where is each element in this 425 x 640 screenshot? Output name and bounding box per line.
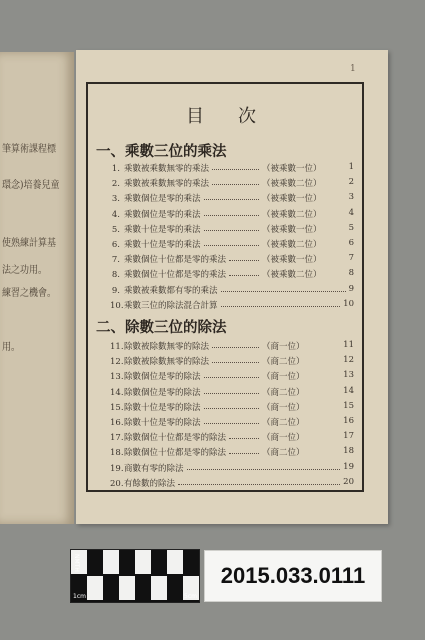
scale-label-left: 1cm [73,593,86,600]
toc-entry-note: （被乘數一位） [262,164,322,174]
scale-cell [119,550,135,574]
toc-entry [110,268,354,282]
toc-entry [110,462,354,476]
toc-entry-title: 除數被除數無零的除法 [124,357,210,368]
scale-vertical-label: NMTH [73,554,80,572]
toc-leader-dots [229,438,259,439]
color-scale-bar [70,549,200,603]
toc-entry-page: 10 [343,298,354,309]
toc-entry-number: 4. [111,209,120,220]
toc-entry [110,284,354,298]
toc-leader-dots [212,169,259,170]
toc-entry-page: 13 [343,370,354,381]
scale-cell [103,550,119,574]
toc-entry [110,177,354,191]
toc-leader-dots [204,245,259,246]
catalog-number-label [204,550,382,602]
toc-entry [110,370,354,384]
toc-entry-number: 3. [111,194,120,205]
catalog-number: 2015.033.0111 [220,563,366,588]
scale-cell [183,550,199,574]
toc-entry-page: 8 [348,268,354,279]
toc-entry [110,477,354,491]
toc-entry-title: 乘數十位是零的乘法 [124,240,201,250]
toc-entry-number: 6. [111,240,120,250]
toc-entry-title: 乘數三位的除法混合計算 [124,300,218,311]
scale-label-right: 5cm [184,593,197,600]
toc-entry-page: 20 [343,476,354,487]
toc-entry-page: 9 [348,283,354,294]
toc-leader-dots [229,260,259,261]
toc-entry [110,162,354,176]
toc-entry-number: 1. [111,164,120,174]
toc-entry-title: 除數個位是零的除法 [124,372,201,383]
toc-entry-page: 5 [348,222,354,233]
left-page-fragment: 練習之機會。 [2,288,56,299]
toc-entry-page: 1 [348,162,354,172]
toc-entry-number: 7. [111,255,120,266]
toc-leader-dots [204,199,259,200]
toc-entry-page: 7 [348,253,354,264]
toc-entry-note: （被乘數一位） [262,255,322,266]
section-heading-multiplication: 一、乘數三位的乘法 [96,143,227,160]
toc-entry-number: 12. [110,357,124,368]
toc-leader-dots [178,484,340,485]
toc-entry-page: 17 [343,431,354,442]
toc-leader-dots [204,377,259,378]
toc-leader-dots [229,453,259,454]
page-number: 1 [350,64,356,74]
toc-entry [110,446,354,460]
scale-cell [135,576,151,600]
toc-entry [110,208,354,222]
toc-entry-title: 商數有零的除法 [124,463,184,474]
toc-leader-dots [204,408,259,409]
toc-entry [110,431,354,445]
toc-entry-note: （商一位） [262,433,305,444]
toc-entry [110,223,354,237]
toc-entry-number: 17. [110,433,124,444]
toc-entry-title: 乘數被乘數無零的乘法 [124,164,210,174]
toc-entry [110,386,354,400]
toc-entry-title: 乘數個位是零的乘法 [124,194,201,205]
toc-entry-number: 2. [111,179,120,190]
left-page-fragment: 環念)培養兒童 [2,180,60,191]
toc-entry-number: 16. [110,418,124,428]
toc-entry-note: （被乘數一位） [262,224,322,235]
toc-entry-note: （商一位） [262,402,305,413]
toc-entry-number: 8. [111,270,120,281]
scale-cell [151,576,167,600]
toc-entry [110,340,354,354]
scale-cell [87,550,103,574]
table-of-contents [86,82,364,492]
toc-leader-dots [229,275,259,276]
left-page-fragment: 用。 [2,342,20,353]
toc-entry-page: 11 [343,340,354,350]
toc-leader-dots [204,230,259,231]
scale-cell [103,576,119,600]
toc-entry-title: 除數十位是零的除法 [124,418,201,428]
toc-entry [110,299,354,313]
toc-entry-title: 除數十位是零的除法 [124,402,201,413]
toc-entry-title: 乘數被乘數無零的乘法 [124,179,210,190]
scale-cell [119,576,135,600]
toc-entry-title: 有餘數的除法 [124,478,176,489]
toc-leader-dots [221,291,346,292]
toc-entry-note: （被乘數二位） [262,240,322,250]
toc-entry [110,238,354,252]
toc-leader-dots [204,215,259,216]
toc-entry-note: （被乘數二位） [262,270,322,281]
toc-entry-title: 除數個位十位都是零的除法 [124,448,227,459]
toc-entry-page: 4 [348,207,354,218]
toc-leader-dots [204,423,259,424]
toc-leader-dots [187,469,340,470]
toc-title: 目 次 [186,106,264,127]
toc-entry [110,253,354,267]
toc-leader-dots [212,347,259,348]
scale-cell [167,550,183,574]
toc-entry-number: 13. [110,372,124,383]
toc-entry-title: 除數被除數無零的除法 [124,342,210,352]
toc-entry-page: 19 [343,461,354,472]
toc-entry-note: （被乘數二位） [262,179,322,190]
toc-entry-page: 2 [348,177,354,188]
toc-entry-number: 11. [110,342,124,352]
toc-entry [110,416,354,430]
toc-entry-number: 10. [110,300,124,311]
scale-cell [151,550,167,574]
toc-entry-note: （商二位） [262,387,305,398]
toc-entry-page: 15 [343,400,354,411]
toc-entry-title: 除數個位是零的除法 [124,387,201,398]
section-heading-division: 二、除數三位的除法 [96,319,227,336]
toc-entry-number: 14. [110,387,124,398]
toc-entry-note: （商二位） [262,357,305,368]
toc-entry-title: 乘數被乘數都有零的乘法 [124,285,218,296]
toc-entry-title: 乘數個位十位都是零的乘法 [124,270,227,281]
left-page-fragment: 使熟練計算基 [2,238,56,249]
scale-cell [135,550,151,574]
toc-entry-page: 18 [343,446,354,457]
toc-leader-dots [212,184,259,185]
toc-leader-dots [221,306,340,307]
toc-leader-dots [212,362,259,363]
toc-entry-number: 19. [110,463,124,474]
toc-entry [110,355,354,369]
toc-entry-note: （被乘數一位） [262,194,322,205]
left-page [0,52,74,524]
scale-cell [167,576,183,600]
toc-entry-page: 6 [348,238,354,248]
toc-entry-note: （商一位） [262,372,305,383]
toc-leader-dots [204,393,259,394]
toc-entry-number: 15. [110,402,124,413]
toc-entry-note: （商二位） [262,448,305,459]
toc-entry-note: （商二位） [262,418,305,428]
toc-entry-page: 16 [343,416,354,426]
toc-entry-note: （被乘數二位） [262,209,322,220]
left-page-fragment: 筆算術課程標 [2,144,56,155]
toc-entry-note: （商一位） [262,342,305,352]
toc-entry-title: 乘數個位是零的乘法 [124,209,201,220]
scale-cell [87,576,103,600]
toc-entry-number: 9. [111,285,120,296]
toc-entry-page: 3 [348,192,354,203]
toc-entry-page: 14 [343,385,354,396]
toc-entry-title: 乘數十位是零的乘法 [124,224,201,235]
toc-entry-title: 除數個位十位都是零的除法 [124,433,227,444]
toc-entry-title: 乘數個位十位都是零的乘法 [124,255,227,266]
toc-entry-number: 20. [110,478,124,489]
left-page-fragment: 法之功用。 [2,265,47,276]
toc-entry [110,401,354,415]
toc-entry [110,192,354,206]
toc-entry-number: 18. [110,448,124,459]
toc-entry-page: 12 [343,355,354,366]
toc-entry-number: 5. [111,224,120,235]
